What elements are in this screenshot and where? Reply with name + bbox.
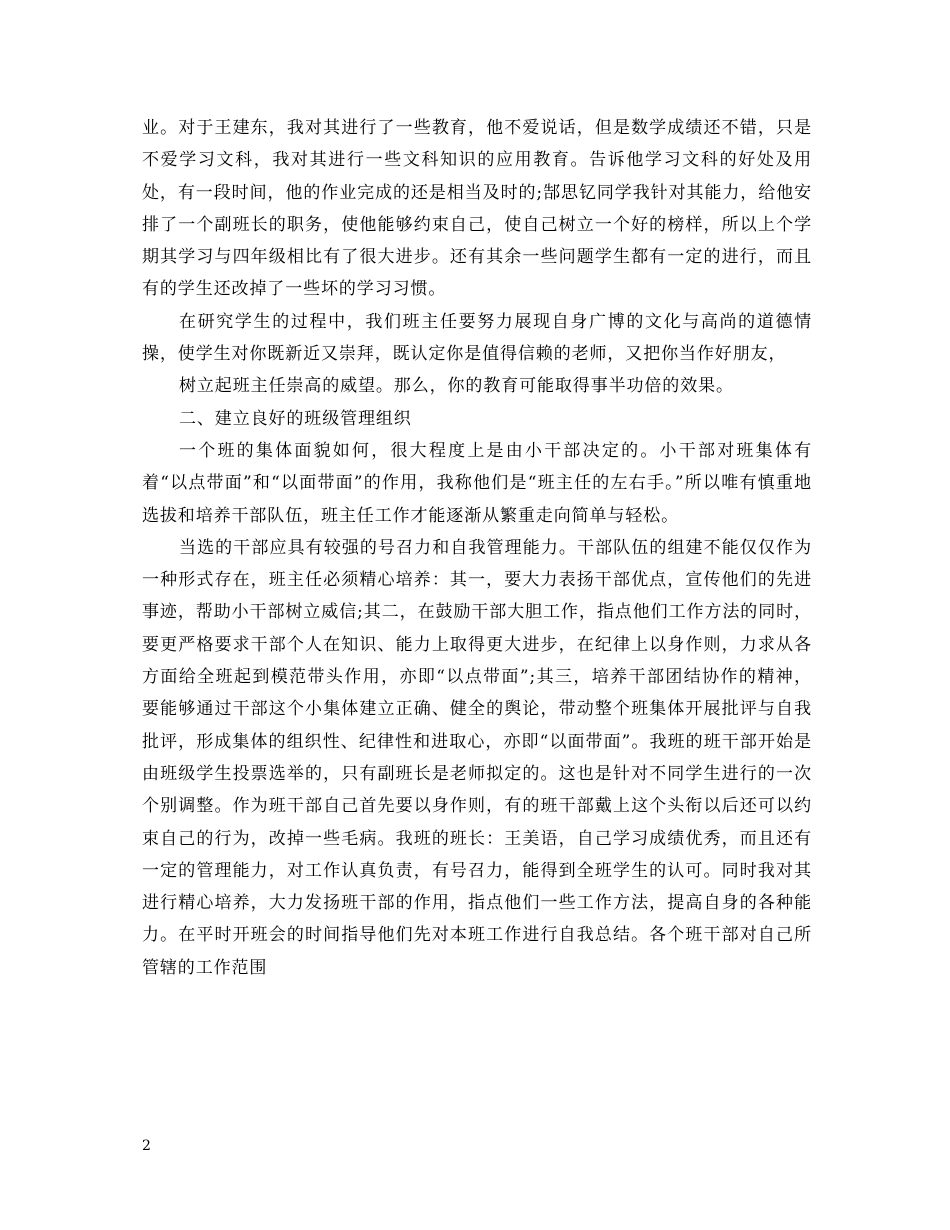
body-text [142,112,812,984]
paragraph-1: 业。对于王建东，我对其进行了一些教育，他不爱说话，但是数学成绩还不错，只是不爱学习文科，我对其进行一些文科知识的应用教育。告诉他学习文科的好处及用处，有一段时间，他的作业完成的还是相当及时的;郜思钇同学我针对其能力，给他安排了一个副班长的职务，使他能够约束自己，使自己树立一个好的榜样，所以上个学期其学习与四年级相比有了很大进步。还有其余一些问题学生都有一定的进行，而且有的学生还改掉了一些坏的学习习惯。 [142,118,812,300]
page-number: 2 [142,1138,151,1154]
paragraph-3: 树立起班主任崇高的威望。那么，你的教育可能取得事半功倍的效果。 [179,376,734,397]
paragraph-2: 在研究学生的过程中，我们班主任要努力展现自身广博的文化与高尚的道德情操，使学生对你既新近又崇拜，既认定你是值得信赖的老师，又把你当作好朋友， [142,311,812,365]
section-heading: 二、建立良好的班级管理组织 [179,408,412,429]
paragraph-4: 一个班的集体面貌如何，很大程度上是由小干部决定的。小干部对班集体有着“以点带面”和“以面带面”的作用，我称他们是“班主任的左右手。”所以唯有慎重地选拔和培养干部队伍，班主任工作才能逐渐从繁重走向简单与轻松。 [142,440,812,526]
paragraph-5: 当选的干部应具有较强的号召力和自我管理能力。干部队伍的组建不能仅仅作为一种形式存在，班主任必须精心培养：其一，要大力表扬干部优点，宣传他们的先进事迹，帮助小干部树立威信;其二，在鼓励干部大胆工作，指点他们工作方法的同时，要更严格要求干部个人在知识、能力上取得更大进步，在纪律上以身作则，力求从各方面给全班起到模范带头作用，亦即“以点带面”;其三，培养干部团结协作的精神，要能够通过干部这个小集体建立正确、健全的舆论，带动整个班集体开展批评与自我批评，形成集体的组织性、纪律性和进取心，亦即“以面带面”。我班的班干部开始是由班级学生投票选举的，只有副班长是老师拟定的。这也是针对不同学生进行的一次个别调整。作为班干部自己首先要以身作则，有的班干部戴上这个头衔以后还可以约束自己的行为，改掉一些毛病。我班的班长：王美语，自己学习成绩优秀，而且还有一定的管理能力，对工作认真负责，有号召力，能得到全班学生的认可。同时我对其进行精心培养，大力发扬班干部的作用，指点他们一些工作方法，提高自身的各种能力。在平时开班会的时间指导他们先对本班工作进行自我总结。各个班干部对自己所管辖的工作范围 [142,537,812,978]
